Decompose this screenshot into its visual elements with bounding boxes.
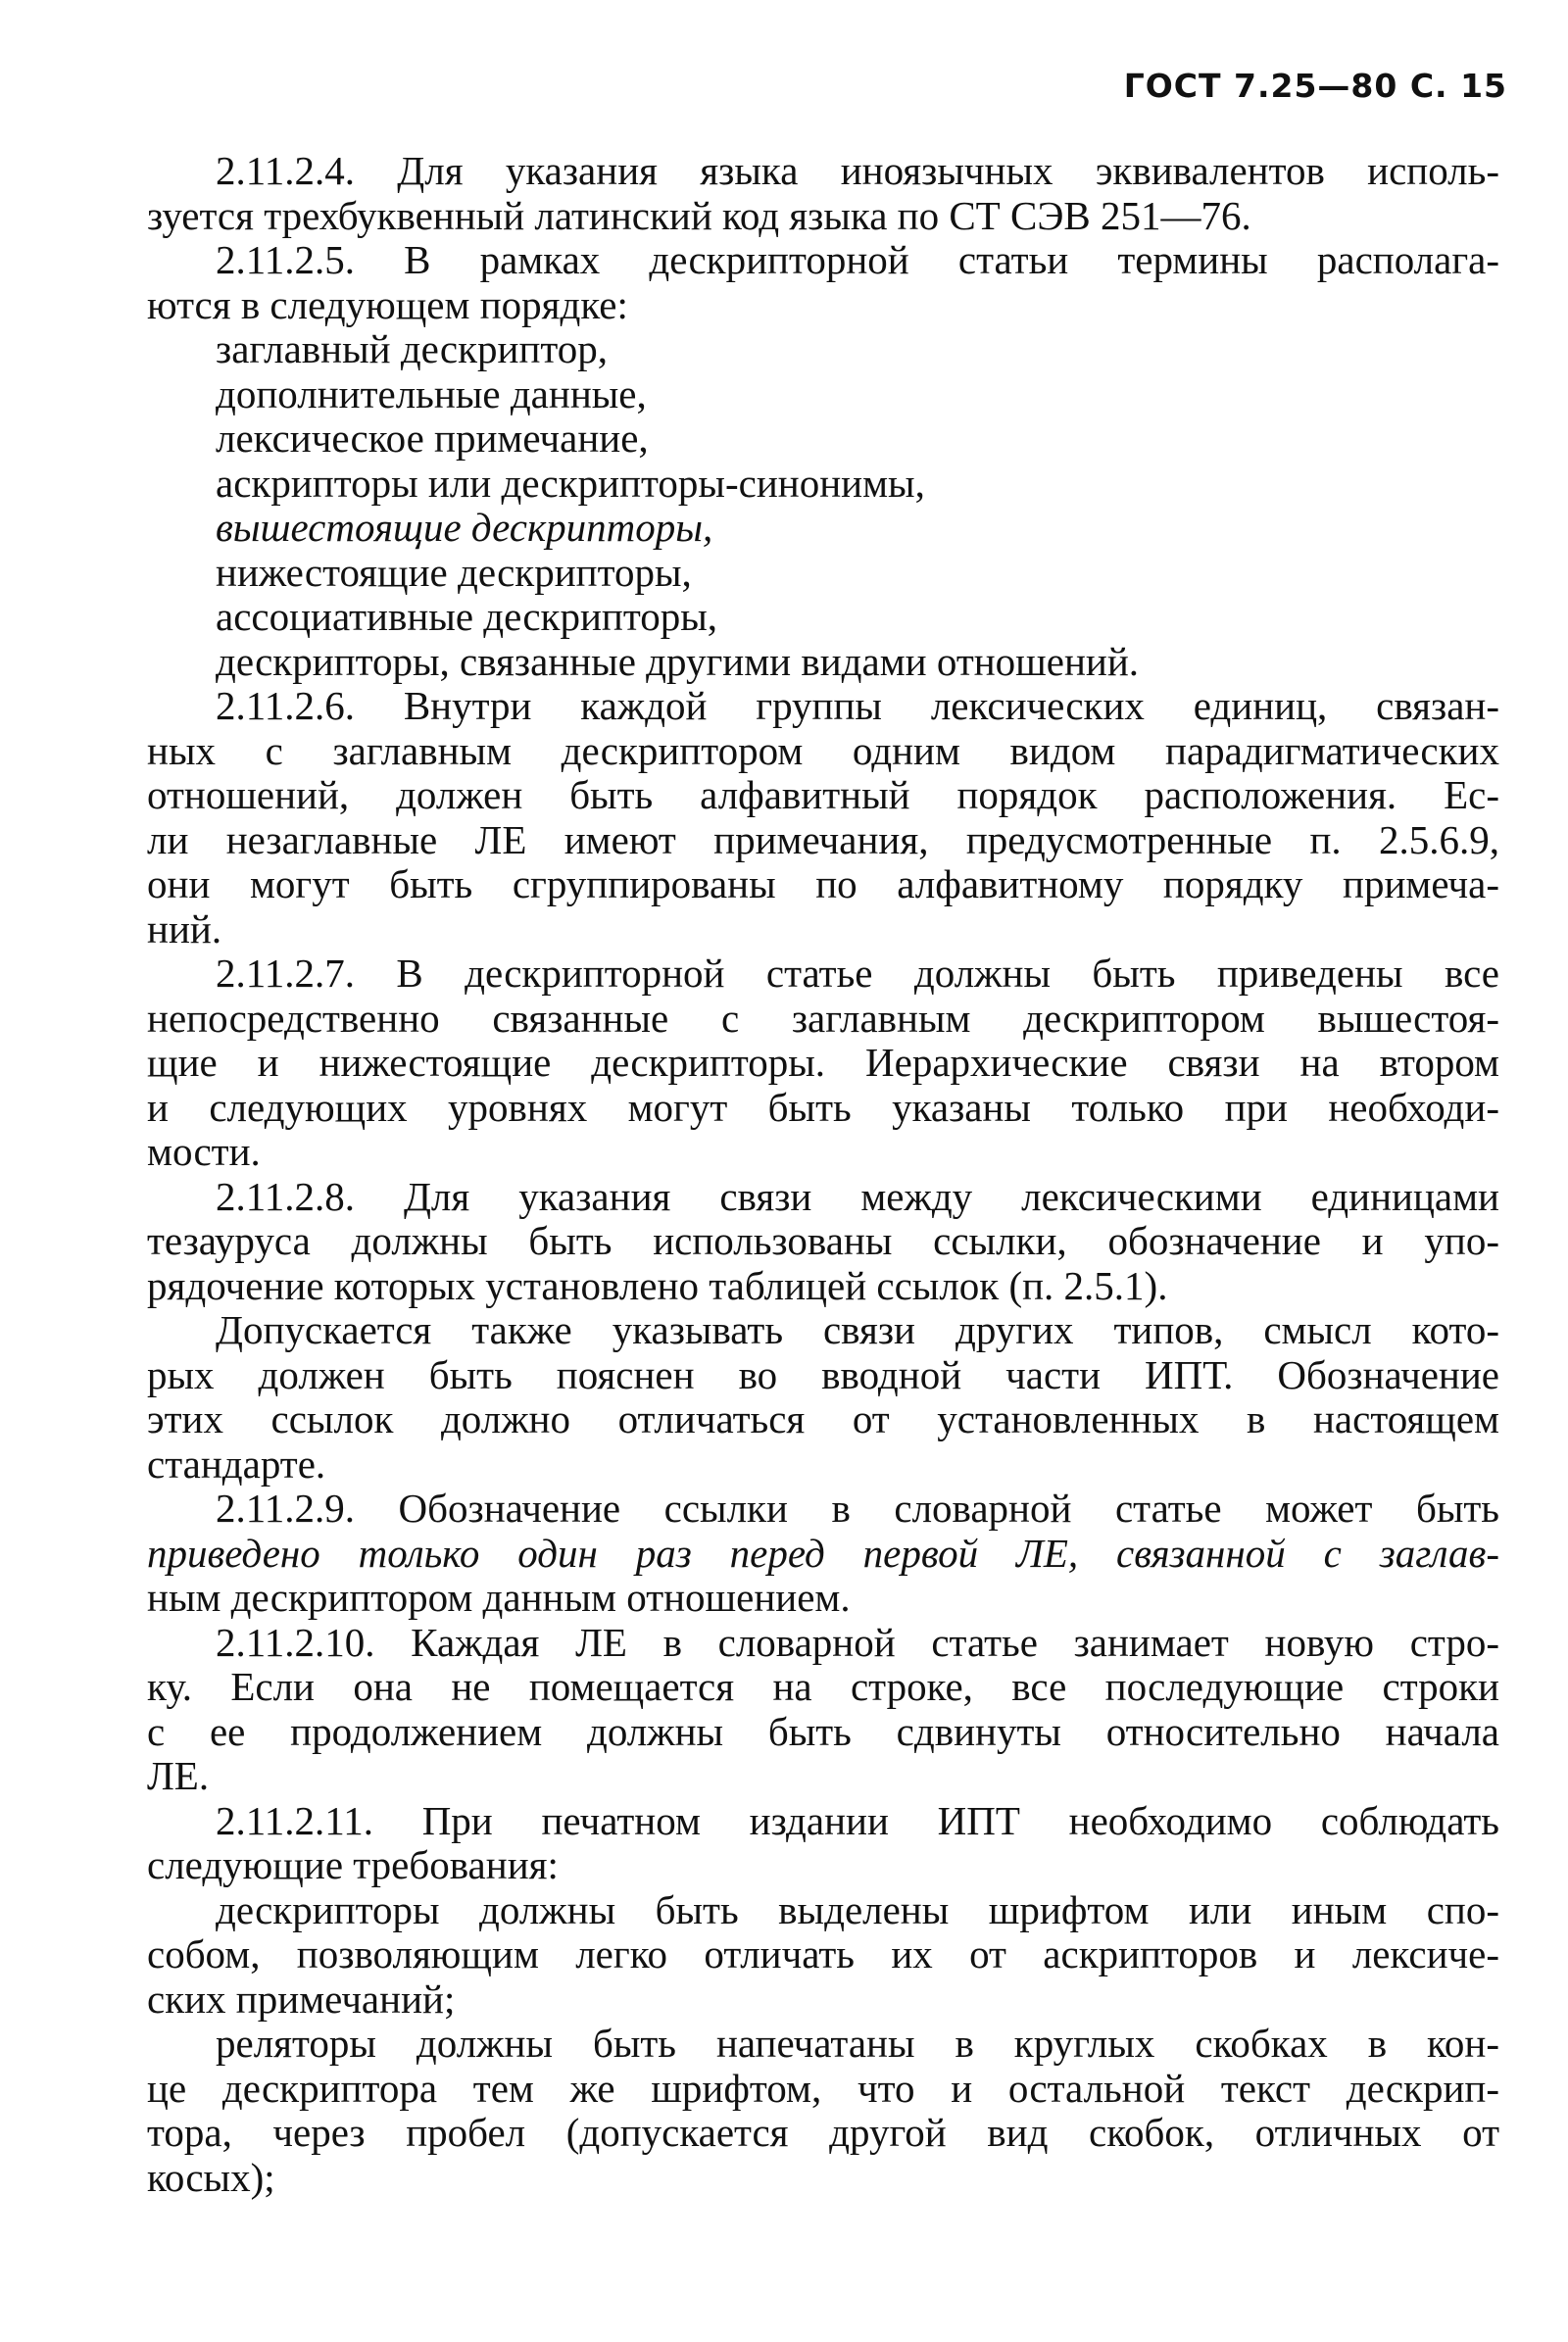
text-line: 2.11.2.6. Внутри каждой группы лексических единиц, связан- (216, 683, 1499, 728)
text-line: вышестоящие дескрипторы, (216, 505, 713, 550)
body-text (147, 149, 1499, 2200)
text-line: рядочение которых установлено таблицей ссылок (п. 2.5.1). (147, 1262, 1168, 1308)
text-line: лексическое примечание, (216, 415, 649, 461)
text-line: 2.11.2.4. Для указания языка иноязычных эквивалентов исполь- (216, 148, 1499, 193)
text-line: рых должен быть пояснен во вводной части ИПТ. Обозначение (147, 1351, 1499, 1397)
text-line: ских примечаний; (147, 1976, 456, 2022)
text-line: 2.11.2.10. Каждая ЛЕ в словарной статье занимает новую стро- (216, 1619, 1499, 1665)
text-line: с ее продолжением должны быть сдвинуты относительно начала (147, 1708, 1499, 1754)
text-line: дескрипторы должны быть выделены шрифтом или иным спо- (216, 1886, 1499, 1932)
page-header: ГОСТ 7.25—80 С. 15 (1123, 67, 1507, 105)
text-line: ли незаглавные ЛЕ имеют примечания, предусмотренные п. 2.5.6.9, (147, 816, 1499, 862)
text-line: 2.11.2.11. При печатном издании ИПТ необходимо соблюдать (216, 1797, 1499, 1843)
text-line: ются в следующем порядке: (147, 281, 628, 327)
text-line: це дескриптора тем же шрифтом, что и остальной текст дескрип- (147, 2065, 1499, 2111)
text-line: заглавный дескриптор, (216, 326, 609, 371)
text-line: нижестоящие дескрипторы, (216, 549, 692, 595)
text-line: 2.11.2.9. Обозначение ссылки в словарной статье может быть (216, 1486, 1499, 1531)
text-line: ний. (147, 905, 222, 951)
text-line: дескрипторы, связанные другими видами отношений. (216, 638, 1140, 684)
text-line: зуется трехбуквенный латинский код языка по СТ СЭВ 251—76. (147, 192, 1251, 238)
text-line: щие и нижестоящие дескрипторы. Иерархические связи на втором (147, 1040, 1499, 1085)
text-line: реляторы должны быть напечатаны в круглых скобках в кон- (216, 2021, 1499, 2066)
text-line: этих ссылок должно отличаться от установленных в настоящем (147, 1396, 1499, 1441)
text-line: ку. Если она не помещается на строке, все последующие строки (147, 1664, 1499, 1709)
text-line: приведено только один раз перед первой ЛЕ, связанной с заглав- (147, 1530, 1499, 1576)
text-line: они могут быть сгруппированы по алфавитному порядку примеча- (147, 861, 1499, 906)
text-line: мости. (147, 1129, 261, 1174)
text-line: следующие требования: (147, 1842, 559, 1887)
text-line: и следующих уровнях могут быть указаны только при необходи- (147, 1084, 1499, 1130)
text-line: тора, через пробел (допускается другой вид скобок, отличных от (147, 2110, 1499, 2155)
text-line: собом, позволяющим легко отличать их от аскрипторов и лексиче- (147, 1931, 1499, 1976)
text-line: аскрипторы или дескрипторы-синонимы, (216, 460, 925, 506)
text-line: Допускается также указывать связи других типов, смысл кото- (216, 1307, 1499, 1352)
text-line: ассоциативные дескрипторы, (216, 594, 718, 639)
text-line: ным дескриптором данным отношением. (147, 1575, 851, 1620)
text-line: стандарте. (147, 1440, 326, 1487)
text-line: 2.11.2.7. В дескрипторной статье должны быть приведены все (216, 951, 1499, 996)
text-line: косых); (147, 2154, 275, 2200)
text-line: 2.11.2.5. В рамках дескрипторной статьи термины располага- (216, 237, 1499, 282)
text-line: ных с заглавным дескриптором одним видом парадигматических (147, 727, 1499, 773)
text-line: тезауруса должны быть использованы ссылки, обозначение и упо- (147, 1218, 1499, 1263)
text-line: непосредственно связанные с заглавным дескриптором вышестоя- (147, 995, 1499, 1041)
text-line: дополнительные данные, (216, 370, 647, 416)
text-line: отношений, должен быть алфавитный порядок расположения. Ес- (147, 772, 1499, 817)
text-line: 2.11.2.8. Для указания связи между лексическими единицами (216, 1173, 1499, 1219)
text-line: ЛЕ. (147, 1753, 210, 1798)
